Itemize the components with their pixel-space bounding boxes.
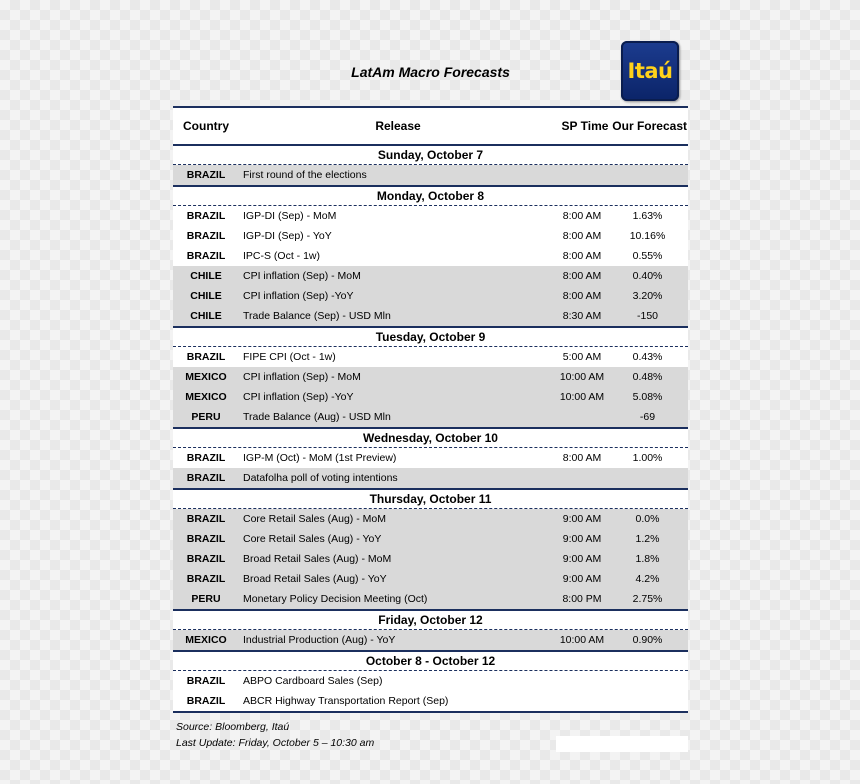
table-row <box>173 671 688 691</box>
table-row <box>173 387 688 407</box>
release-cell: CPI inflation (Sep) -YoY <box>243 290 354 302</box>
day-group <box>173 429 688 490</box>
table-row <box>173 367 688 387</box>
forecast-cell: 5.08% <box>632 391 663 403</box>
time-cell: 10:00 AM <box>557 387 607 407</box>
last-update-note: Last Update: Friday, October 5 – 10:30 am <box>176 737 375 749</box>
day-group <box>173 146 688 187</box>
itau-logo <box>621 41 679 101</box>
country-cell: MEXICO <box>185 371 227 383</box>
country-cell: CHILE <box>190 310 222 322</box>
table-row <box>173 589 688 609</box>
country-cell: BRAZIL <box>186 452 226 464</box>
country-cell: MEXICO <box>185 634 227 646</box>
table-row <box>173 266 688 286</box>
time-cell: 8:30 AM <box>557 306 607 326</box>
release-cell: CPI inflation (Sep) - MoM <box>243 371 361 383</box>
country-cell: BRAZIL <box>186 250 226 262</box>
time-cell: 8:00 AM <box>557 286 607 306</box>
country-cell: BRAZIL <box>186 573 226 585</box>
document-footer <box>173 719 688 751</box>
day-group <box>173 187 688 328</box>
day-group <box>173 652 688 713</box>
release-cell: ABPO Cardboard Sales (Sep) <box>243 675 383 687</box>
time-cell: 10:00 AM <box>557 630 607 650</box>
forecast-cell <box>607 691 688 711</box>
release-cell: Broad Retail Sales (Aug) - YoY <box>243 573 387 585</box>
time-cell: 8:00 AM <box>557 206 607 226</box>
day-heading: Thursday, October 11 <box>173 490 688 509</box>
day-group <box>173 490 688 611</box>
release-cell: IGP-M (Oct) - MoM (1st Preview) <box>243 452 397 464</box>
country-cell: BRAZIL <box>186 695 226 707</box>
header-sp-time: SP Time <box>561 119 609 133</box>
time-cell: 9:00 AM <box>557 509 607 529</box>
table-header <box>173 108 688 144</box>
day-heading: Wednesday, October 10 <box>173 429 688 448</box>
table-row <box>173 306 688 326</box>
table-row <box>173 407 688 427</box>
table-row <box>173 286 688 306</box>
release-cell: Broad Retail Sales (Aug) - MoM <box>243 553 392 565</box>
release-cell: Core Retail Sales (Aug) - YoY <box>243 533 382 545</box>
table-row <box>173 347 688 367</box>
country-cell: MEXICO <box>185 391 227 403</box>
table-row <box>173 206 688 226</box>
table-row <box>173 691 688 711</box>
header-country: Country <box>183 119 229 133</box>
forecast-cell <box>607 165 688 185</box>
country-cell: BRAZIL <box>186 210 226 222</box>
forecast-table <box>173 106 688 751</box>
forecast-cell: 3.20% <box>632 290 663 302</box>
country-cell: CHILE <box>190 290 222 302</box>
footer-blank-box <box>556 736 688 752</box>
table-row <box>173 468 688 488</box>
forecast-cell: 2.75% <box>632 593 663 605</box>
day-heading: October 8 - October 12 <box>173 652 688 671</box>
table-row <box>173 509 688 529</box>
header-our-forecast: Our Forecast <box>612 119 687 133</box>
forecast-cell: 1.2% <box>635 533 660 545</box>
time-cell: 9:00 AM <box>557 549 607 569</box>
release-cell: IGP-DI (Sep) - MoM <box>243 210 337 222</box>
table-row <box>173 226 688 246</box>
table-row <box>173 165 688 185</box>
time-cell <box>557 468 607 488</box>
header-release: Release <box>375 119 421 133</box>
country-cell: BRAZIL <box>186 230 226 242</box>
forecast-cell: 10.16% <box>607 226 688 246</box>
table-row <box>173 630 688 650</box>
country-cell: BRAZIL <box>186 675 226 687</box>
release-cell: Monetary Policy Decision Meeting (Oct) <box>243 593 428 605</box>
time-cell <box>557 165 607 185</box>
day-heading: Monday, October 8 <box>173 187 688 206</box>
time-cell: 9:00 AM <box>557 569 607 589</box>
day-group <box>173 328 688 429</box>
forecast-cell <box>607 468 688 488</box>
country-cell: BRAZIL <box>186 169 226 181</box>
forecast-cell: 0.40% <box>632 270 663 282</box>
forecast-cell <box>607 671 688 691</box>
forecast-cell: -69 <box>639 411 656 423</box>
logo-text: Itaú <box>627 59 673 83</box>
time-cell: 5:00 AM <box>557 347 607 367</box>
time-cell: 10:00 AM <box>557 367 607 387</box>
country-cell: PERU <box>191 411 221 423</box>
release-cell: Datafolha poll of voting intentions <box>243 472 398 484</box>
release-cell: IPC-S (Oct - 1w) <box>243 250 321 262</box>
forecast-cell: -150 <box>636 310 658 322</box>
time-cell: 8:00 PM <box>557 589 607 609</box>
time-cell: 8:00 AM <box>557 266 607 286</box>
country-cell: BRAZIL <box>186 553 226 565</box>
time-cell <box>557 407 607 427</box>
release-cell: Industrial Production (Aug) - YoY <box>243 634 396 646</box>
forecast-cell: 0.55% <box>607 246 688 266</box>
time-cell: 8:00 AM <box>557 448 607 468</box>
forecast-cell: 0.48% <box>632 371 663 383</box>
release-cell: Trade Balance (Aug) - USD Mln <box>243 411 391 423</box>
time-cell <box>557 691 607 711</box>
country-cell: BRAZIL <box>186 513 226 525</box>
table-row <box>173 529 688 549</box>
table-row <box>173 549 688 569</box>
country-cell: PERU <box>191 593 221 605</box>
table-row <box>173 569 688 589</box>
forecast-cell: 1.8% <box>635 553 660 565</box>
forecast-cell: 4.2% <box>635 573 660 585</box>
release-cell: FIPE CPI (Oct - 1w) <box>243 351 336 363</box>
forecast-cell: 1.63% <box>607 206 688 226</box>
forecast-cell: 1.00% <box>607 448 688 468</box>
time-cell <box>557 671 607 691</box>
forecast-cell: 0.90% <box>632 634 663 646</box>
release-cell: CPI inflation (Sep) -YoY <box>243 391 354 403</box>
release-cell: CPI inflation (Sep) - MoM <box>243 270 361 282</box>
country-cell: BRAZIL <box>186 351 226 363</box>
forecast-cell: 0.0% <box>635 513 660 525</box>
day-heading: Sunday, October 7 <box>173 146 688 165</box>
document-title: LatAm Macro Forecasts <box>351 64 510 80</box>
country-cell: CHILE <box>190 270 222 282</box>
time-cell: 9:00 AM <box>557 529 607 549</box>
country-cell: BRAZIL <box>186 472 226 484</box>
time-cell: 8:00 AM <box>557 226 607 246</box>
day-heading: Tuesday, October 9 <box>173 328 688 347</box>
release-cell: IGP-DI (Sep) - YoY <box>243 230 332 242</box>
source-note: Source: Bloomberg, Itaú <box>176 721 290 733</box>
forecast-cell: 0.43% <box>607 347 688 367</box>
release-cell: First round of the elections <box>243 169 367 181</box>
table-row <box>173 448 688 468</box>
table-row <box>173 246 688 266</box>
release-cell: Trade Balance (Sep) - USD Mln <box>243 310 391 322</box>
day-heading: Friday, October 12 <box>173 611 688 630</box>
time-cell: 8:00 AM <box>557 246 607 266</box>
release-cell: Core Retail Sales (Aug) - MoM <box>243 513 386 525</box>
country-cell: BRAZIL <box>186 533 226 545</box>
day-groups <box>173 146 688 713</box>
day-group <box>173 611 688 652</box>
release-cell: ABCR Highway Transportation Report (Sep) <box>243 695 449 707</box>
